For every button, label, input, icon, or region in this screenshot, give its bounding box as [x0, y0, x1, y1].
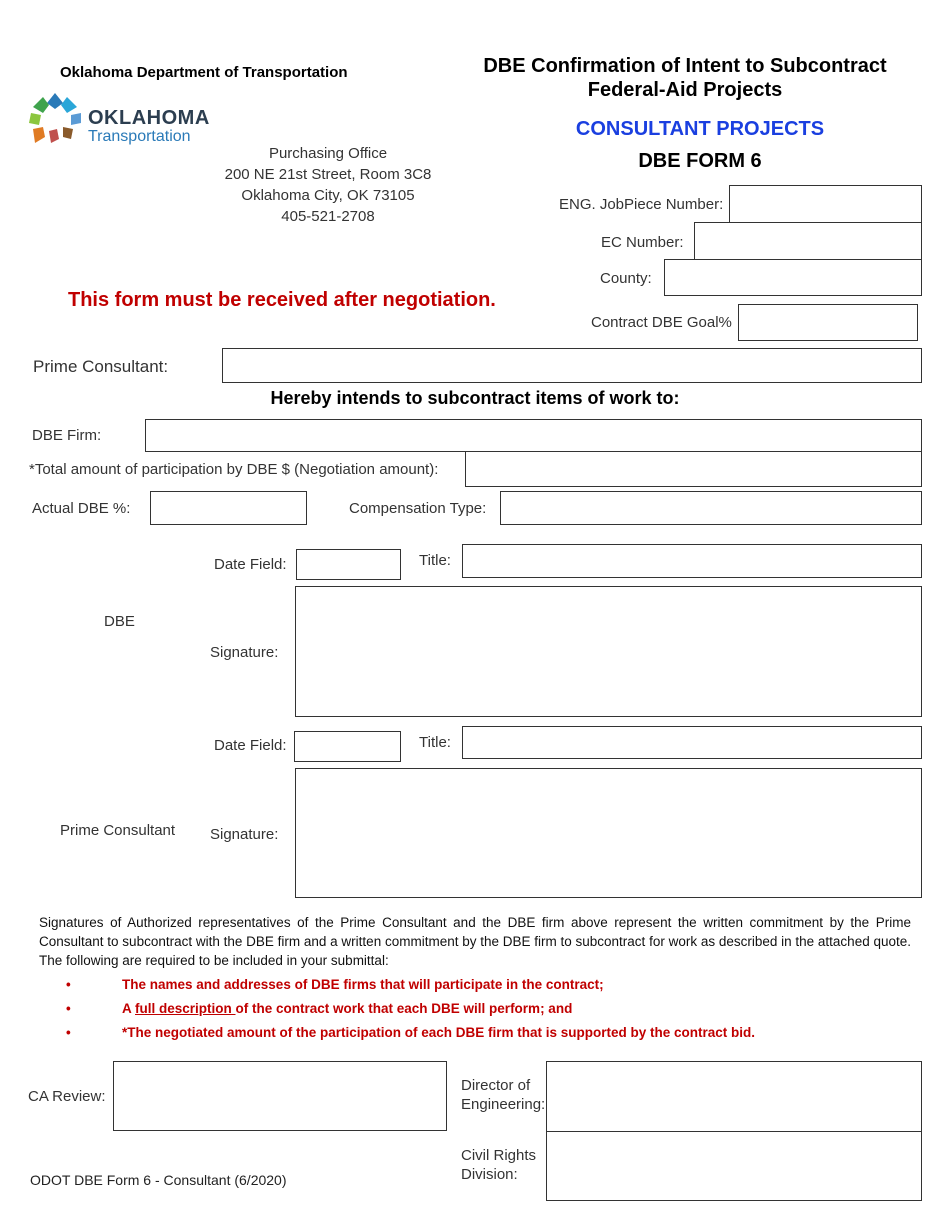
requirement-text-pre: A	[122, 1001, 135, 1016]
dbe-firm-field[interactable]	[145, 419, 922, 452]
form-title-line2: Federal-Aid Projects	[587, 79, 783, 101]
prime-title-field[interactable]	[462, 726, 922, 759]
dbe-title-field[interactable]	[462, 544, 922, 578]
prime-signature-field[interactable]	[295, 768, 922, 898]
ec-number-label: EC Number:	[601, 234, 684, 251]
commitment-statement: Signatures of Authorized representatives of the Prime Consultant and the DBE firm above represent the written commitment by the Prime Consultant to subcontract with the DBE firm and a written commitment by the DBE firm to subcontract for work as described in the attached quote. The following are required to be included in your submittal:	[39, 915, 911, 968]
bullet-icon: •	[66, 977, 71, 992]
form-footer: ODOT DBE Form 6 - Consultant (6/2020)	[30, 1172, 287, 1188]
requirement-item	[62, 973, 932, 997]
address-line: Oklahoma City, OK 73105	[241, 187, 415, 204]
logo-text-oklahoma: OKLAHOMA	[88, 107, 210, 129]
dbe-date-field[interactable]	[296, 549, 401, 580]
purchasing-address	[210, 143, 446, 227]
dbe-firm-label: DBE Firm:	[32, 427, 102, 444]
prime-section-label: Prime Consultant	[60, 822, 176, 839]
jobpiece-label: ENG. JobPiece Number:	[559, 196, 724, 213]
dbe-title-label: Title:	[419, 552, 451, 569]
address-phone: 405-521-2708	[281, 208, 375, 225]
requirements-list	[62, 973, 932, 1045]
form-title-line1: DBE Confirmation of Intent to Subcontract	[483, 55, 887, 77]
total-participation-field[interactable]	[465, 451, 922, 487]
odot-logo-mark-icon	[27, 93, 83, 145]
negotiation-notice: This form must be received after negotiation.	[68, 289, 496, 311]
director-label-line1: Director of	[461, 1077, 531, 1094]
prime-title-label: Title:	[419, 734, 451, 751]
requirement-text-underlined: full description	[135, 1001, 236, 1016]
ca-review-field[interactable]	[113, 1061, 447, 1131]
prime-signature-label: Signature:	[210, 826, 279, 843]
prime-consultant-field[interactable]	[222, 348, 922, 383]
actual-dbe-field[interactable]	[150, 491, 307, 525]
civil-rights-field[interactable]	[546, 1131, 922, 1201]
form-number: DBE FORM 6	[638, 150, 762, 172]
form-title	[445, 54, 925, 102]
address-line: Purchasing Office	[268, 145, 388, 162]
subcontract-intent-heading: Hereby intends to subcontract items of work to:	[270, 388, 680, 408]
dbe-goal-field[interactable]	[738, 304, 918, 341]
total-participation-label: *Total amount of participation by DBE $ (Negotiation amount):	[29, 461, 439, 478]
department-name: Oklahoma Department of Transportation	[60, 64, 348, 81]
prime-date-field[interactable]	[294, 731, 401, 762]
logo-text-transportation: Transportation	[88, 128, 191, 145]
address-line: 200 NE 21st Street, Room 3C8	[224, 166, 432, 183]
dbe-signature-field[interactable]	[295, 586, 922, 717]
dbe-date-label: Date Field:	[214, 556, 287, 573]
county-field[interactable]	[664, 259, 922, 296]
requirement-text-post: of the contract work that each DBE will perform; and	[235, 1001, 573, 1016]
requirement-item	[62, 997, 932, 1021]
consultant-projects-heading: CONSULTANT PROJECTS	[575, 118, 825, 140]
jobpiece-field[interactable]	[729, 185, 922, 223]
county-label: County:	[600, 270, 652, 287]
civil-rights-label	[461, 1147, 536, 1183]
compensation-type-field[interactable]	[500, 491, 922, 525]
civil-rights-label-line1: Civil Rights	[461, 1147, 537, 1164]
director-engineering-label	[461, 1077, 545, 1113]
ec-number-field[interactable]	[694, 222, 922, 260]
bullet-icon: •	[66, 1025, 71, 1040]
dbe-section-label: DBE	[104, 613, 135, 630]
actual-dbe-label: Actual DBE %:	[32, 500, 131, 517]
prime-consultant-label: Prime Consultant:	[33, 357, 169, 376]
dbe-goal-label: Contract DBE Goal%	[591, 314, 732, 331]
director-label-line2: Engineering:	[461, 1096, 546, 1113]
ca-review-label: CA Review:	[28, 1088, 106, 1105]
requirement-text: The names and addresses of DBE firms that will participate in the contract;	[122, 977, 604, 992]
director-engineering-field[interactable]	[546, 1061, 922, 1132]
dbe-signature-label: Signature:	[210, 644, 279, 661]
bullet-icon: •	[66, 1001, 71, 1016]
compensation-type-label: Compensation Type:	[349, 500, 487, 517]
civil-rights-label-line2: Division:	[461, 1166, 518, 1183]
requirement-item	[62, 1021, 932, 1045]
requirement-text: *The negotiated amount of the participation of each DBE firm that is supported by the contract bid.	[122, 1025, 756, 1040]
prime-date-label: Date Field:	[214, 737, 287, 754]
